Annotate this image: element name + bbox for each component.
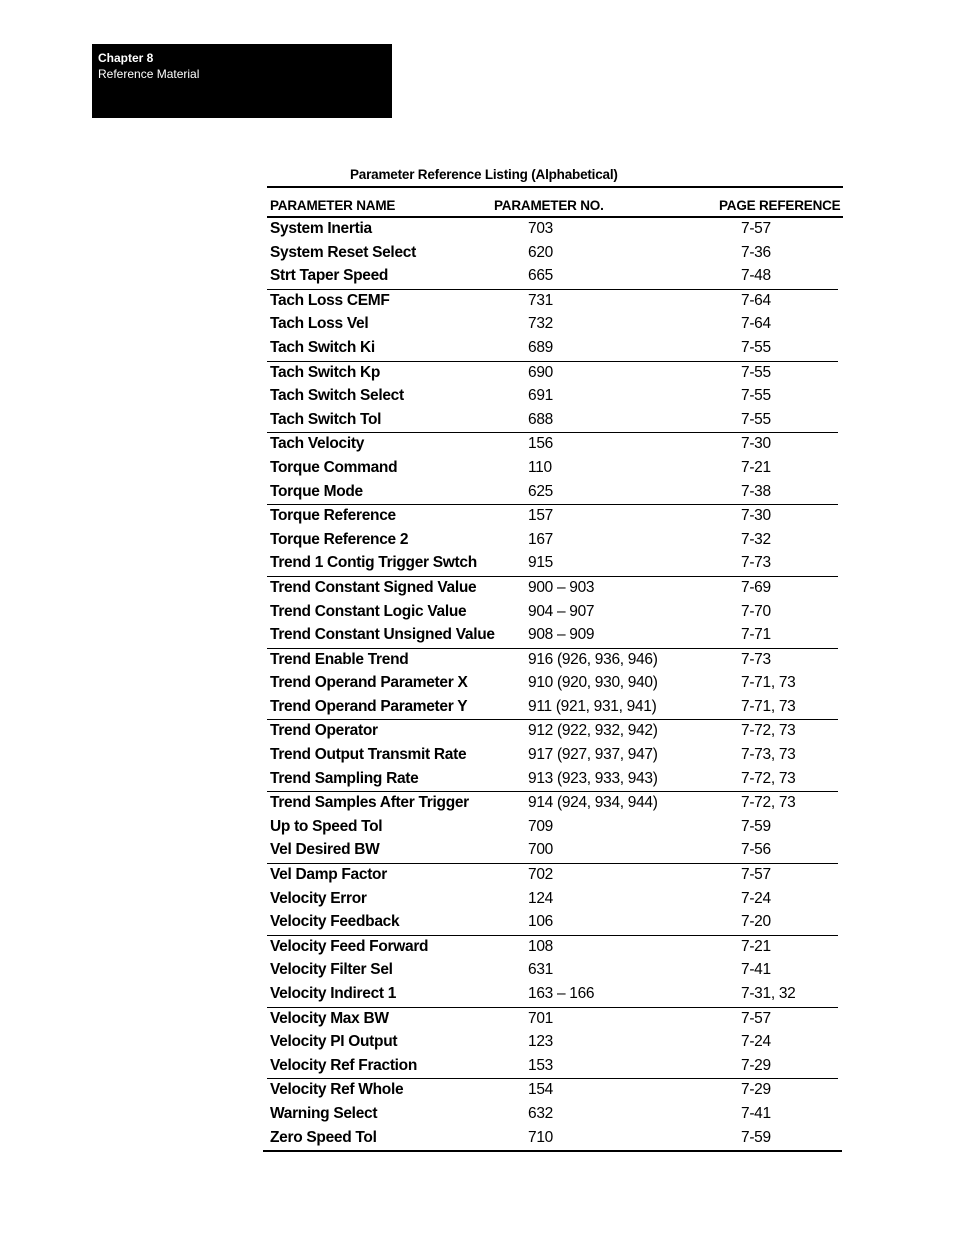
- page-reference-cell: 7-55: [741, 410, 771, 428]
- page-reference-cell: 7-31, 32: [741, 985, 796, 1002]
- parameter-number-cell: 732: [528, 315, 553, 333]
- parameter-name-cell: Torque Reference 2: [270, 530, 409, 548]
- page-reference-cell: 7-69: [741, 578, 771, 596]
- table-row: [267, 362, 838, 386]
- row-group: [267, 792, 838, 864]
- table-row: [267, 577, 838, 601]
- parameter-number-cell: 691: [528, 387, 553, 405]
- page-reference-cell: 7-24: [741, 1033, 771, 1051]
- page-reference-cell: 7-57: [741, 866, 771, 884]
- parameter-number-cell: 689: [528, 338, 553, 356]
- page-reference-cell: 7-72, 73: [741, 794, 796, 812]
- parameter-name-cell: Velocity Feedback: [270, 913, 400, 931]
- table-row: [267, 409, 838, 433]
- table-row: [267, 1031, 838, 1055]
- table-row: [267, 888, 838, 912]
- page-reference-cell: 7-59: [741, 817, 771, 835]
- table-row: [267, 313, 838, 337]
- parameter-name-cell: Trend Enable Trend: [270, 650, 409, 668]
- table-row: [267, 601, 838, 625]
- parameter-number-cell: 911 (921, 931, 941): [528, 697, 657, 715]
- column-header-name: PARAMETER NAME: [270, 198, 396, 213]
- table-row: [267, 624, 838, 648]
- parameter-name-cell: Trend Operand Parameter Y: [270, 697, 468, 715]
- row-group: [263, 1079, 842, 1152]
- parameter-number-cell: 916 (926, 936, 946): [528, 650, 658, 668]
- parameter-name-cell: System Reset Select: [270, 243, 416, 261]
- table-row: [267, 433, 838, 457]
- parameter-number-cell: 110: [528, 458, 552, 476]
- parameter-name-cell: Tach Velocity: [270, 435, 365, 453]
- table-row: [267, 265, 838, 289]
- parameter-name-cell: Tach Switch Kp: [270, 363, 381, 381]
- parameter-number-cell: 124: [528, 889, 553, 907]
- page-reference-cell: 7-32: [741, 530, 771, 548]
- parameter-number-cell: 914 (924, 934, 944): [528, 794, 658, 812]
- page-reference-cell: 7-20: [741, 913, 771, 931]
- page-reference-cell: 7-21: [741, 937, 771, 955]
- parameter-name-cell: Trend Samples After Trigger: [270, 794, 469, 812]
- page-reference-cell: 7-55: [741, 363, 771, 381]
- parameter-number-cell: 157: [528, 507, 553, 525]
- parameter-number-cell: 154: [528, 1081, 553, 1099]
- table-row: [267, 242, 838, 266]
- parameter-number-cell: 917 (927, 937, 947): [528, 746, 658, 764]
- page-reference-cell: 7-70: [741, 602, 771, 620]
- parameter-name-cell: Tach Loss Vel: [270, 315, 369, 333]
- row-group: [267, 218, 838, 290]
- parameter-name-cell: Trend Constant Signed Value: [270, 578, 477, 596]
- row-group: [267, 290, 838, 362]
- table-row: [267, 290, 838, 314]
- table-row: [267, 744, 838, 768]
- parameter-name-cell: Tach Switch Select: [270, 387, 404, 405]
- parameter-name-cell: Strt Taper Speed: [270, 267, 389, 285]
- row-group: [267, 505, 838, 577]
- parameter-number-cell: 688: [528, 410, 553, 428]
- table-row: [267, 337, 838, 361]
- page-reference-cell: 7-57: [741, 1009, 771, 1027]
- parameter-name-cell: Velocity Filter Sel: [270, 961, 393, 979]
- page-reference-cell: 7-55: [741, 387, 771, 405]
- table-body: [267, 218, 838, 1152]
- parameter-number-cell: 912 (922, 932, 942): [528, 722, 658, 740]
- table-row: [267, 911, 838, 935]
- parameter-number-cell: 123: [528, 1033, 553, 1051]
- page-reference-cell: 7-73: [741, 650, 771, 668]
- chapter-section: Reference Material: [98, 67, 200, 81]
- parameter-number-cell: 167: [528, 530, 553, 548]
- row-group: [267, 864, 838, 936]
- page-reference-cell: 7-64: [741, 315, 771, 333]
- table-row: [267, 505, 838, 529]
- page-reference-cell: 7-30: [741, 507, 771, 525]
- parameter-number-cell: 163 – 166: [528, 985, 595, 1002]
- page-reference-cell: 7-72, 73: [741, 769, 796, 787]
- page-reference-cell: 7-29: [741, 1081, 771, 1099]
- row-group: [267, 433, 838, 505]
- parameter-name-cell: Tach Loss CEMF: [270, 291, 390, 309]
- parameter-name-cell: Tach Switch Tol: [270, 410, 382, 428]
- page-reference-cell: 7-71: [741, 626, 771, 644]
- table-row: [267, 1055, 838, 1079]
- parameter-number-cell: 904 – 907: [528, 602, 595, 620]
- parameter-name-cell: Trend Sampling Rate: [270, 769, 419, 787]
- parameter-number-cell: 702: [528, 866, 553, 884]
- table-row: [267, 649, 838, 673]
- table-row: [267, 816, 838, 840]
- parameter-name-cell: Trend Operator: [270, 722, 378, 740]
- page-reference-cell: 7-55: [741, 338, 771, 356]
- table-row: [267, 792, 838, 816]
- row-group: [267, 577, 838, 649]
- table-row: [267, 936, 838, 960]
- parameter-name-cell: Velocity Indirect 1: [270, 985, 397, 1002]
- page-reference-cell: 7-73: [741, 554, 771, 572]
- page-reference-cell: 7-72, 73: [741, 722, 796, 740]
- table-row: [267, 385, 838, 409]
- table-row: [267, 672, 838, 696]
- table-row: [267, 481, 838, 505]
- parameter-name-cell: Velocity Ref Whole: [270, 1081, 404, 1099]
- table-title: Parameter Reference Listing (Alphabetical): [350, 167, 618, 182]
- parameter-number-cell: 620: [528, 243, 553, 261]
- parameter-number-cell: 153: [528, 1056, 553, 1074]
- parameter-name-cell: Tach Switch Ki: [270, 338, 375, 356]
- page-reference-cell: 7-41: [741, 1104, 771, 1122]
- page-reference-cell: 7-71, 73: [741, 674, 796, 692]
- parameter-name-cell: Velocity PI Output: [270, 1033, 398, 1051]
- page-reference-cell: 7-24: [741, 889, 771, 907]
- parameter-number-cell: 710: [528, 1128, 553, 1146]
- table-row: [267, 1079, 842, 1103]
- table-row: [267, 696, 838, 720]
- page-reference-cell: 7-30: [741, 435, 771, 453]
- parameter-number-cell: 703: [528, 220, 553, 237]
- parameter-name-cell: Zero Speed Tol: [270, 1128, 377, 1146]
- page-reference-cell: 7-36: [741, 243, 771, 261]
- parameter-number-cell: 665: [528, 267, 553, 285]
- parameter-name-cell: Torque Command: [270, 458, 398, 476]
- page-reference-cell: 7-73, 73: [741, 746, 796, 764]
- parameter-name-cell: Velocity Max BW: [270, 1009, 389, 1027]
- parameter-name-cell: Torque Mode: [270, 482, 363, 500]
- parameter-name-cell: Torque Reference: [270, 507, 396, 525]
- page-reference-cell: 7-38: [741, 482, 771, 500]
- parameter-name-cell: Vel Desired BW: [270, 841, 380, 859]
- page-reference-cell: 7-56: [741, 841, 771, 859]
- table-row: [267, 1127, 842, 1151]
- column-header-number: PARAMETER NO.: [494, 198, 604, 213]
- parameter-number-cell: 108: [528, 937, 553, 955]
- parameter-name-cell: Trend 1 Contig Trigger Swtch: [270, 554, 477, 572]
- parameter-name-cell: Warning Select: [270, 1104, 378, 1122]
- table-row: [267, 983, 838, 1007]
- table-row: [267, 457, 838, 481]
- parameter-name-cell: Trend Output Transmit Rate: [270, 746, 467, 764]
- table-row: [267, 1103, 842, 1127]
- row-group: [267, 936, 838, 1008]
- page-reference-cell: 7-41: [741, 961, 771, 979]
- page-reference-cell: 7-57: [741, 220, 771, 237]
- table-header-row: [267, 188, 843, 218]
- parameter-number-cell: 106: [528, 913, 553, 931]
- column-header-page: PAGE REFERENCE: [719, 198, 841, 213]
- row-group: [267, 1008, 838, 1080]
- row-group: [267, 362, 838, 434]
- parameter-table: [267, 186, 843, 1152]
- parameter-name-cell: System Inertia: [270, 220, 372, 237]
- page-reference-cell: 7-21: [741, 458, 771, 476]
- parameter-number-cell: 915: [528, 554, 553, 572]
- parameter-number-cell: 700: [528, 841, 553, 859]
- parameter-number-cell: 731: [528, 291, 553, 309]
- parameter-name-cell: Velocity Error: [270, 889, 367, 907]
- parameter-name-cell: Trend Constant Unsigned Value: [270, 626, 495, 644]
- row-group: [267, 720, 838, 792]
- table-row: [267, 218, 838, 242]
- chapter-header: [92, 44, 392, 118]
- parameter-number-cell: 690: [528, 363, 553, 381]
- parameter-number-cell: 908 – 909: [528, 626, 595, 644]
- table-row: [267, 720, 838, 744]
- parameter-name-cell: Velocity Ref Fraction: [270, 1056, 418, 1074]
- parameter-number-cell: 913 (923, 933, 943): [528, 769, 658, 787]
- table-row: [267, 1008, 838, 1032]
- row-group: [267, 649, 838, 721]
- parameter-number-cell: 632: [528, 1104, 553, 1122]
- page-reference-cell: 7-48: [741, 267, 771, 285]
- table-row: [267, 959, 838, 983]
- page-reference-cell: 7-59: [741, 1128, 771, 1146]
- parameter-name-cell: Vel Damp Factor: [270, 866, 387, 884]
- parameter-number-cell: 631: [528, 961, 553, 979]
- parameter-number-cell: 701: [528, 1009, 553, 1027]
- table-row: [267, 529, 838, 553]
- parameter-number-cell: 910 (920, 930, 940): [528, 674, 658, 692]
- chapter-number: Chapter 8: [98, 51, 154, 65]
- table-row: [267, 768, 838, 792]
- parameter-name-cell: Velocity Feed Forward: [270, 937, 429, 955]
- parameter-number-cell: 709: [528, 817, 553, 835]
- table-row: [267, 552, 838, 576]
- parameter-number-cell: 900 – 903: [528, 578, 595, 596]
- parameter-name-cell: Up to Speed Tol: [270, 817, 383, 835]
- table-row: [267, 864, 838, 888]
- parameter-number-cell: 625: [528, 482, 553, 500]
- parameter-number-cell: 156: [528, 435, 553, 453]
- page-reference-cell: 7-64: [741, 291, 771, 309]
- table-row: [267, 839, 838, 863]
- parameter-name-cell: Trend Constant Logic Value: [270, 602, 467, 620]
- parameter-name-cell: Trend Operand Parameter X: [270, 674, 468, 692]
- page-reference-cell: 7-29: [741, 1056, 771, 1074]
- page-reference-cell: 7-71, 73: [741, 697, 796, 715]
